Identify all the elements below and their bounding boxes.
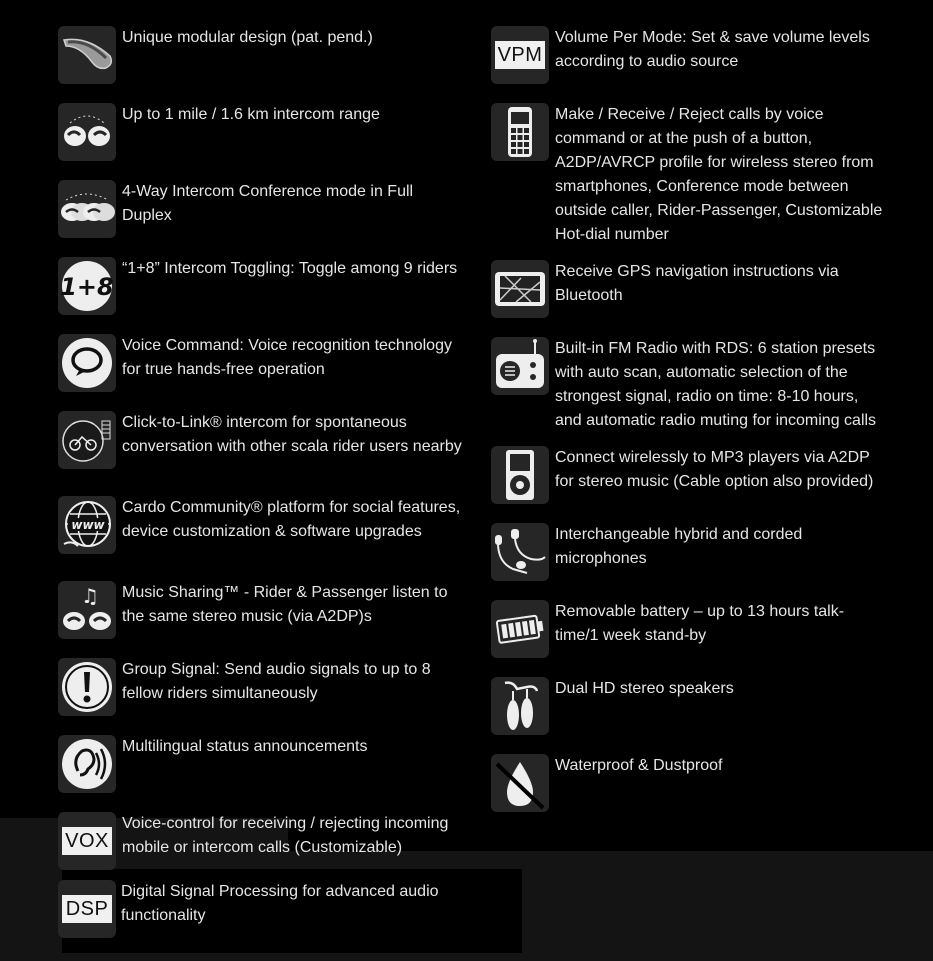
svg-text:♫: ♫ [81, 584, 99, 608]
feature-text: Make / Receive / Reject calls by voice command or at the push of a button, A2DP/AVRCP profile for wireless stereo from smartphones, Conference mode between outside caller, Rider-Passenger, Customizable Hot-dial number [555, 106, 883, 243]
feature-text: Unique modular design (pat. pend.) [122, 29, 373, 46]
feature-text: Dual HD stereo speakers [555, 680, 734, 697]
waterproof-drop-icon [491, 754, 549, 812]
feature-text: Voice-control for receiving / rejecting incoming mobile or intercom calls (Customizable) [122, 815, 449, 856]
group-signal-icon [58, 658, 116, 716]
dsp-icon [58, 880, 116, 938]
feature-text: Music Sharing™ - Rider & Passenger listen to the same stereo music (via A2DP)s [122, 584, 448, 625]
one-plus-eight-icon [58, 257, 116, 315]
headset-unit-icon [58, 26, 116, 84]
svg-text:1+8: 1+8 [60, 273, 114, 301]
dsp-badge: DSP [62, 895, 112, 923]
feature-text: Multilingual status announcements [122, 738, 368, 755]
vpm-badge: VPM [495, 41, 545, 69]
feature-text: Removable battery – up to 13 hours talk-time/1 week stand-by [555, 603, 845, 644]
feature-text: Voice Command: Voice recognition technology for true hands-free operation [122, 337, 452, 378]
feature-text: Cardo Community® platform for social features, device customization & software upgrades [122, 499, 461, 540]
www-globe-icon [58, 496, 116, 554]
feature-text: Digital Signal Processing for advanced audio functionality [121, 883, 439, 924]
feature-text: Built-in FM Radio with RDS: 6 station presets with auto scan, automatic selection of the strongest signal, radio on time: 8-10 hours, and automatic radio muting for incoming calls [555, 340, 877, 429]
ear-announcement-icon [58, 735, 116, 793]
fm-radio-icon [491, 337, 549, 395]
four-way-intercom-icon [58, 180, 116, 238]
svg-text:www: www [71, 518, 105, 532]
feature-text: Receive GPS navigation instructions via Bluetooth [555, 263, 839, 304]
feature-text: Connect wirelessly to MP3 players via A2DP for stereo music (Cable option also provided) [555, 449, 874, 490]
click-to-link-icon [58, 411, 116, 469]
music-sharing-icon [58, 581, 116, 639]
speakers-icon [491, 677, 549, 735]
vpm-icon [491, 26, 549, 84]
feature-text: Click-to-Link® intercom for spontaneous conversation with other scala rider users nearby [122, 414, 462, 455]
feature-text: Volume Per Mode: Set & save volume levels according to audio source [555, 29, 870, 70]
feature-text: Waterproof & Dustproof [555, 757, 723, 774]
feature-text: 4-Way Intercom Conference mode in Full Duplex [122, 183, 414, 224]
mp3-player-icon [491, 446, 549, 504]
vox-badge: VOX [62, 827, 112, 855]
battery-icon [491, 600, 549, 658]
feature-text: “1+8” Intercom Toggling: Toggle among 9 riders [122, 260, 458, 277]
feature-text: Group Signal: Send audio signals to up to 8 fellow riders simultaneously [122, 661, 431, 702]
gps-map-icon [491, 260, 549, 318]
vox-icon [58, 812, 116, 870]
microphone-icon [491, 523, 549, 581]
intercom-range-icon [58, 103, 116, 161]
mobile-phone-icon [491, 103, 549, 161]
voice-command-icon [58, 334, 116, 392]
feature-text: Interchangeable hybrid and corded microphones [555, 526, 803, 567]
feature-text: Up to 1 mile / 1.6 km intercom range [122, 106, 380, 123]
